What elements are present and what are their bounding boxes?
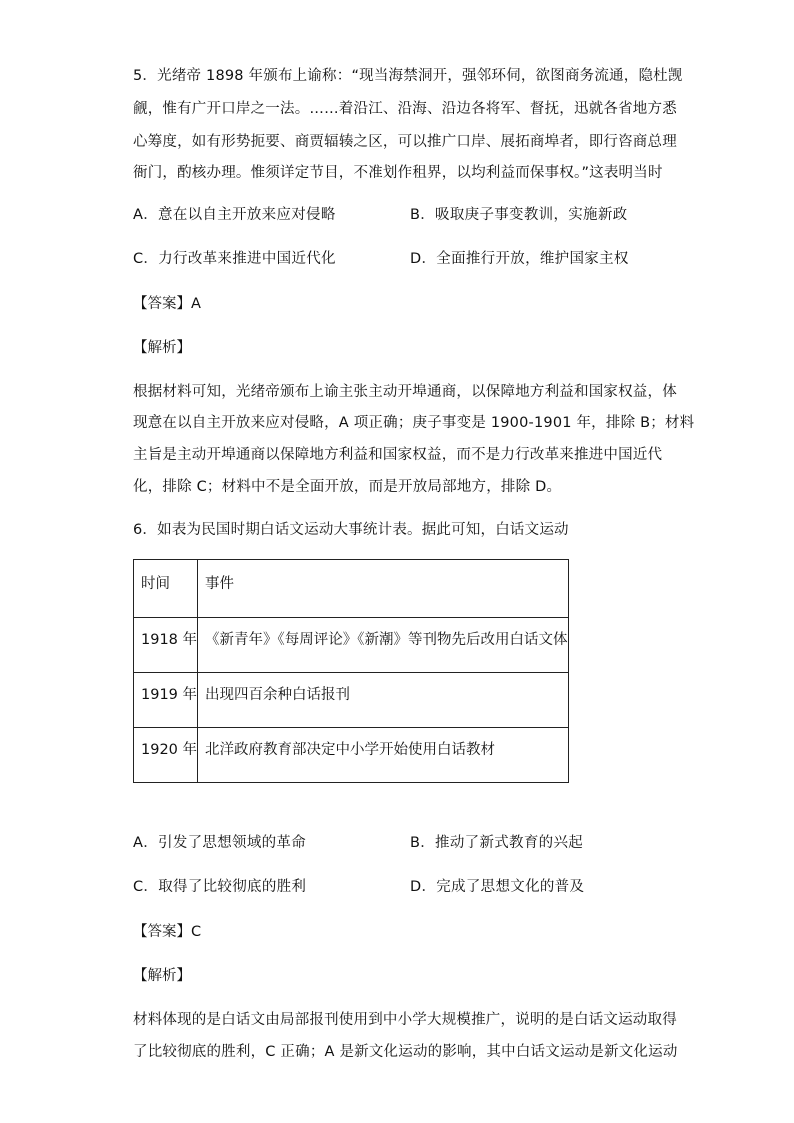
q5-stem-line-1: 5．光绪帝 1898 年颁布上谕称：“现当海禁洞开，强邻环伺，欲图商务流通，隐杜觊 bbox=[133, 68, 683, 84]
q5-analysis-line-3: 主旨是主动开埠通商以保障地方利益和国家权益，而不是力行改革来推进中国近代 bbox=[133, 447, 663, 463]
q5-stem-line-2: 觎，惟有广开口岸之一法。……着沿江、沿海、沿边各将军、督抚，迅就各省地方悉 bbox=[133, 101, 677, 117]
table-cell-year: 1920 年 bbox=[134, 728, 198, 783]
q6-analysis-label: 【解析】 bbox=[133, 968, 191, 984]
q6-option-a: A．引发了思想领域的革命 bbox=[133, 835, 307, 851]
table-cell-event: 出现四百余种白话报刊 bbox=[198, 673, 569, 728]
table-header-time: 时间 bbox=[134, 560, 198, 618]
events-table bbox=[133, 559, 569, 783]
q5-option-d: D．全面推行开放，维护国家主权 bbox=[410, 251, 629, 267]
q5-stem-line-4: 衙门，酌核办理。惟须详定节目，不准划作租界，以均利益而保事权。”这表明当时 bbox=[133, 165, 663, 181]
table-header-row bbox=[134, 560, 569, 618]
q5-analysis-line-1: 根据材料可知，光绪帝颁布上谕主张主动开埠通商，以保障地方利益和国家权益，体 bbox=[133, 384, 677, 400]
table-cell-year: 1919 年 bbox=[134, 673, 198, 728]
table-row bbox=[134, 673, 569, 728]
q5-option-a: A．意在以自主开放来应对侵略 bbox=[133, 207, 336, 223]
q6-stem: 6．如表为民国时期白话文运动大事统计表。据此可知，白话文运动 bbox=[133, 522, 569, 538]
q6-option-d: D．完成了思想文化的普及 bbox=[410, 879, 585, 895]
table-row bbox=[134, 728, 569, 783]
q5-analysis-line-4: 化，排除 C；材料中不是全面开放，而是开放局部地方，排除 D。 bbox=[133, 479, 562, 495]
table-cell-event: 北洋政府教育部决定中小学开始使用白话教材 bbox=[198, 728, 569, 783]
q5-analysis-label: 【解析】 bbox=[133, 340, 191, 356]
q6-option-c: C．取得了比较彻底的胜利 bbox=[133, 879, 307, 895]
q6-answer: 【答案】C bbox=[133, 924, 202, 940]
table-row bbox=[134, 618, 569, 673]
table-cell-event: 《新青年》《每周评论》《新潮》等刊物先后改用白话文体 bbox=[198, 618, 569, 673]
q5-analysis-line-2: 现意在以自主开放来应对侵略，A 项正确；庚子事变是 1900-1901 年，排除 B；材料 bbox=[133, 415, 695, 431]
q5-answer: 【答案】A bbox=[133, 296, 201, 312]
q5-option-c: C．力行改革来推进中国近代化 bbox=[133, 251, 336, 267]
q5-option-b: B．吸取庚子事变教训，实施新政 bbox=[410, 207, 628, 223]
q6-option-b: B．推动了新式教育的兴起 bbox=[410, 835, 584, 851]
table-header-event: 事件 bbox=[198, 560, 569, 618]
q6-analysis-line-1: 材料体现的是白话文由局部报刊使用到中小学大规模推广，说明的是白话文运动取得 bbox=[133, 1012, 677, 1028]
table-cell-year: 1918 年 bbox=[134, 618, 198, 673]
q6-analysis-line-2: 了比较彻底的胜利，C 正确；A 是新文化运动的影响，其中白话文运动是新文化运动 bbox=[133, 1044, 678, 1060]
q5-stem-line-3: 心筹度，如有形势扼要、商贾辐辏之区，可以推广口岸、展拓商埠者，即行咨商总理 bbox=[133, 134, 677, 150]
